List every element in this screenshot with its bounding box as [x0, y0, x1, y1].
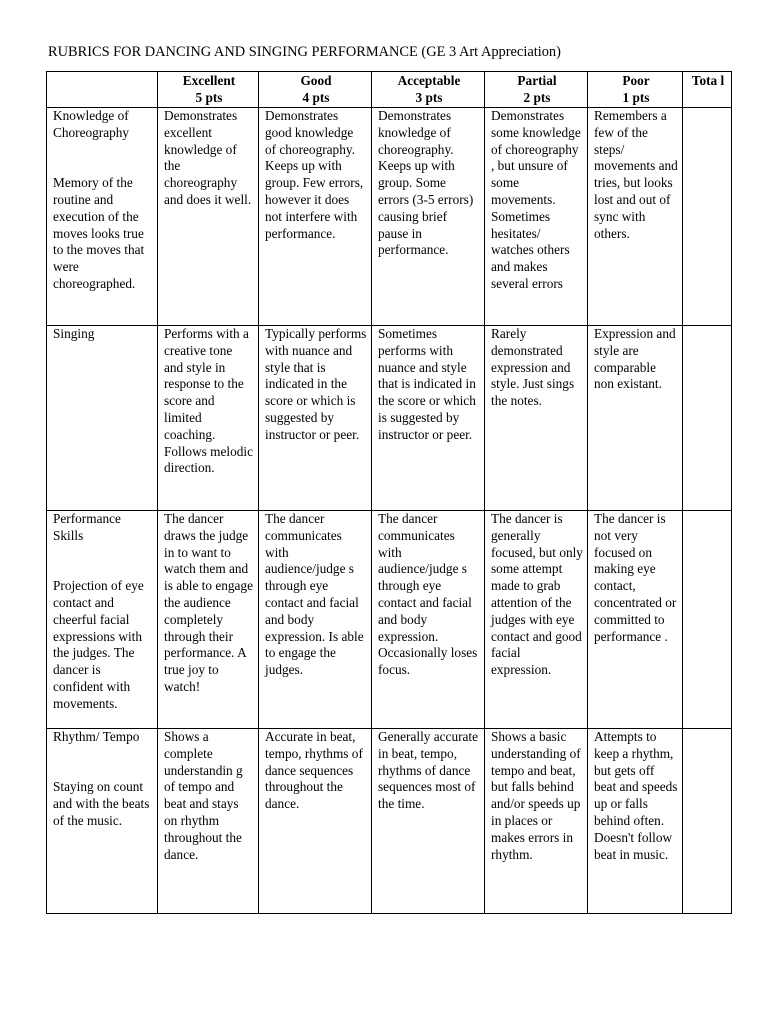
total-cell	[683, 511, 732, 729]
total-cell	[683, 326, 732, 511]
description-cell-good: Accurate in beat, tempo, rhythms of dance sequences throughout the dance.	[259, 729, 372, 914]
level-name: Acceptable	[397, 73, 461, 88]
description-cell-partial: The dancer is generally focused, but only some attempt made to grab attention of the judges with eye contact and good facial expression.	[485, 511, 588, 729]
description-cell-excellent: Shows a complete understandin g of tempo and beat and stays on rhythm throughout the dance.	[158, 729, 259, 914]
criteria-header	[47, 72, 158, 108]
level-points: 5 pts	[195, 89, 223, 105]
level-name: Excellent	[182, 73, 236, 88]
document-title: RUBRICS FOR DANCING AND SINGING PERFORMANCE (GE 3 Art Appreciation)	[48, 44, 561, 60]
rubric-row-knowledge-of-choreography	[47, 108, 732, 326]
total-header: Tota l	[683, 72, 732, 108]
rubric-row-rhythm-tempo	[47, 729, 732, 914]
rubric-row-performance-skills	[47, 511, 732, 729]
rubric-row-singing	[47, 326, 732, 511]
criterion-cell: Singing	[47, 326, 158, 511]
criterion-cell: Performance Skills Projection of eye contact and cheerful facial expressions with the judges. The dancer is confident with movements.	[47, 511, 158, 729]
description-cell-excellent: Demonstrates excellent knowledge of the choreography and does it well.	[158, 108, 259, 326]
total-cell	[683, 729, 732, 914]
level-points: 1 pts	[622, 89, 650, 105]
description-cell-good: Demonstrates good knowledge of choreography. Keeps up with group. Few errors, however it does not interfere with performance.	[259, 108, 372, 326]
criterion-cell: Rhythm/ Tempo Staying on count and with the beats of the music.	[47, 729, 158, 914]
description-cell-poor: Attempts to keep a rhythm, but gets off beat and speeds up or falls behind often. Doesn't follow beat in music.	[588, 729, 683, 914]
description-cell-poor: The dancer is not very focused on making eye contact, concentrated or committed to performance .	[588, 511, 683, 729]
level-name: Partial	[517, 73, 557, 88]
level-header-partial	[485, 72, 588, 108]
description-cell-poor: Expression and style are comparable non existant.	[588, 326, 683, 511]
level-name: Good	[300, 73, 332, 88]
level-header-good	[259, 72, 372, 108]
level-header-poor	[588, 72, 683, 108]
description-cell-partial: Demonstrates some knowledge of choreography , but unsure of some movements. Sometimes hesitates/ watches others and makes several errors	[485, 108, 588, 326]
rubric-table	[46, 71, 732, 914]
level-header-acceptable	[372, 72, 485, 108]
description-cell-good: Typically performs with nuance and style that is indicated in the score or which is suggested by instructor or peer.	[259, 326, 372, 511]
level-name: Poor	[622, 73, 650, 88]
description-cell-acceptable: The dancer communicates with audience/judge s through eye contact and facial and body expression. Occasionally loses focus.	[372, 511, 485, 729]
level-points: 2 pts	[523, 89, 551, 105]
description-cell-acceptable: Demonstrates knowledge of choreography. Keeps up with group. Some errors (3-5 errors) causing brief pause in performance.	[372, 108, 485, 326]
description-cell-partial: Rarely demonstrated expression and style. Just sings the notes.	[485, 326, 588, 511]
rubric-header-row	[47, 72, 732, 108]
criterion-cell: Knowledge of Choreography Memory of the routine and execution of the moves looks true to the moves that were choreographed.	[47, 108, 158, 326]
level-header-excellent	[158, 72, 259, 108]
description-cell-excellent: The dancer draws the judge in to want to watch them and is able to engage the audience completely through their performance. A true joy to watch!	[158, 511, 259, 729]
level-points: 4 pts	[302, 89, 330, 105]
description-cell-partial: Shows a basic understanding of tempo and beat, but falls behind and/or speeds up in places or makes errors in rhythm.	[485, 729, 588, 914]
description-cell-excellent: Performs with a creative tone and style in response to the score and limited coaching. Follows melodic direction.	[158, 326, 259, 511]
description-cell-acceptable: Sometimes performs with nuance and style that is indicated in the score or which is suggested by instructor or peer.	[372, 326, 485, 511]
description-cell-poor: Remembers a few of the steps/ movements and tries, but looks lost and out of sync with others.	[588, 108, 683, 326]
level-points: 3 pts	[415, 89, 443, 105]
description-cell-good: The dancer communicates with audience/judge s through eye contact and facial and body expression. Is able to engage the judges.	[259, 511, 372, 729]
description-cell-acceptable: Generally accurate in beat, tempo, rhythms of dance sequences most of the time.	[372, 729, 485, 914]
total-cell	[683, 108, 732, 326]
